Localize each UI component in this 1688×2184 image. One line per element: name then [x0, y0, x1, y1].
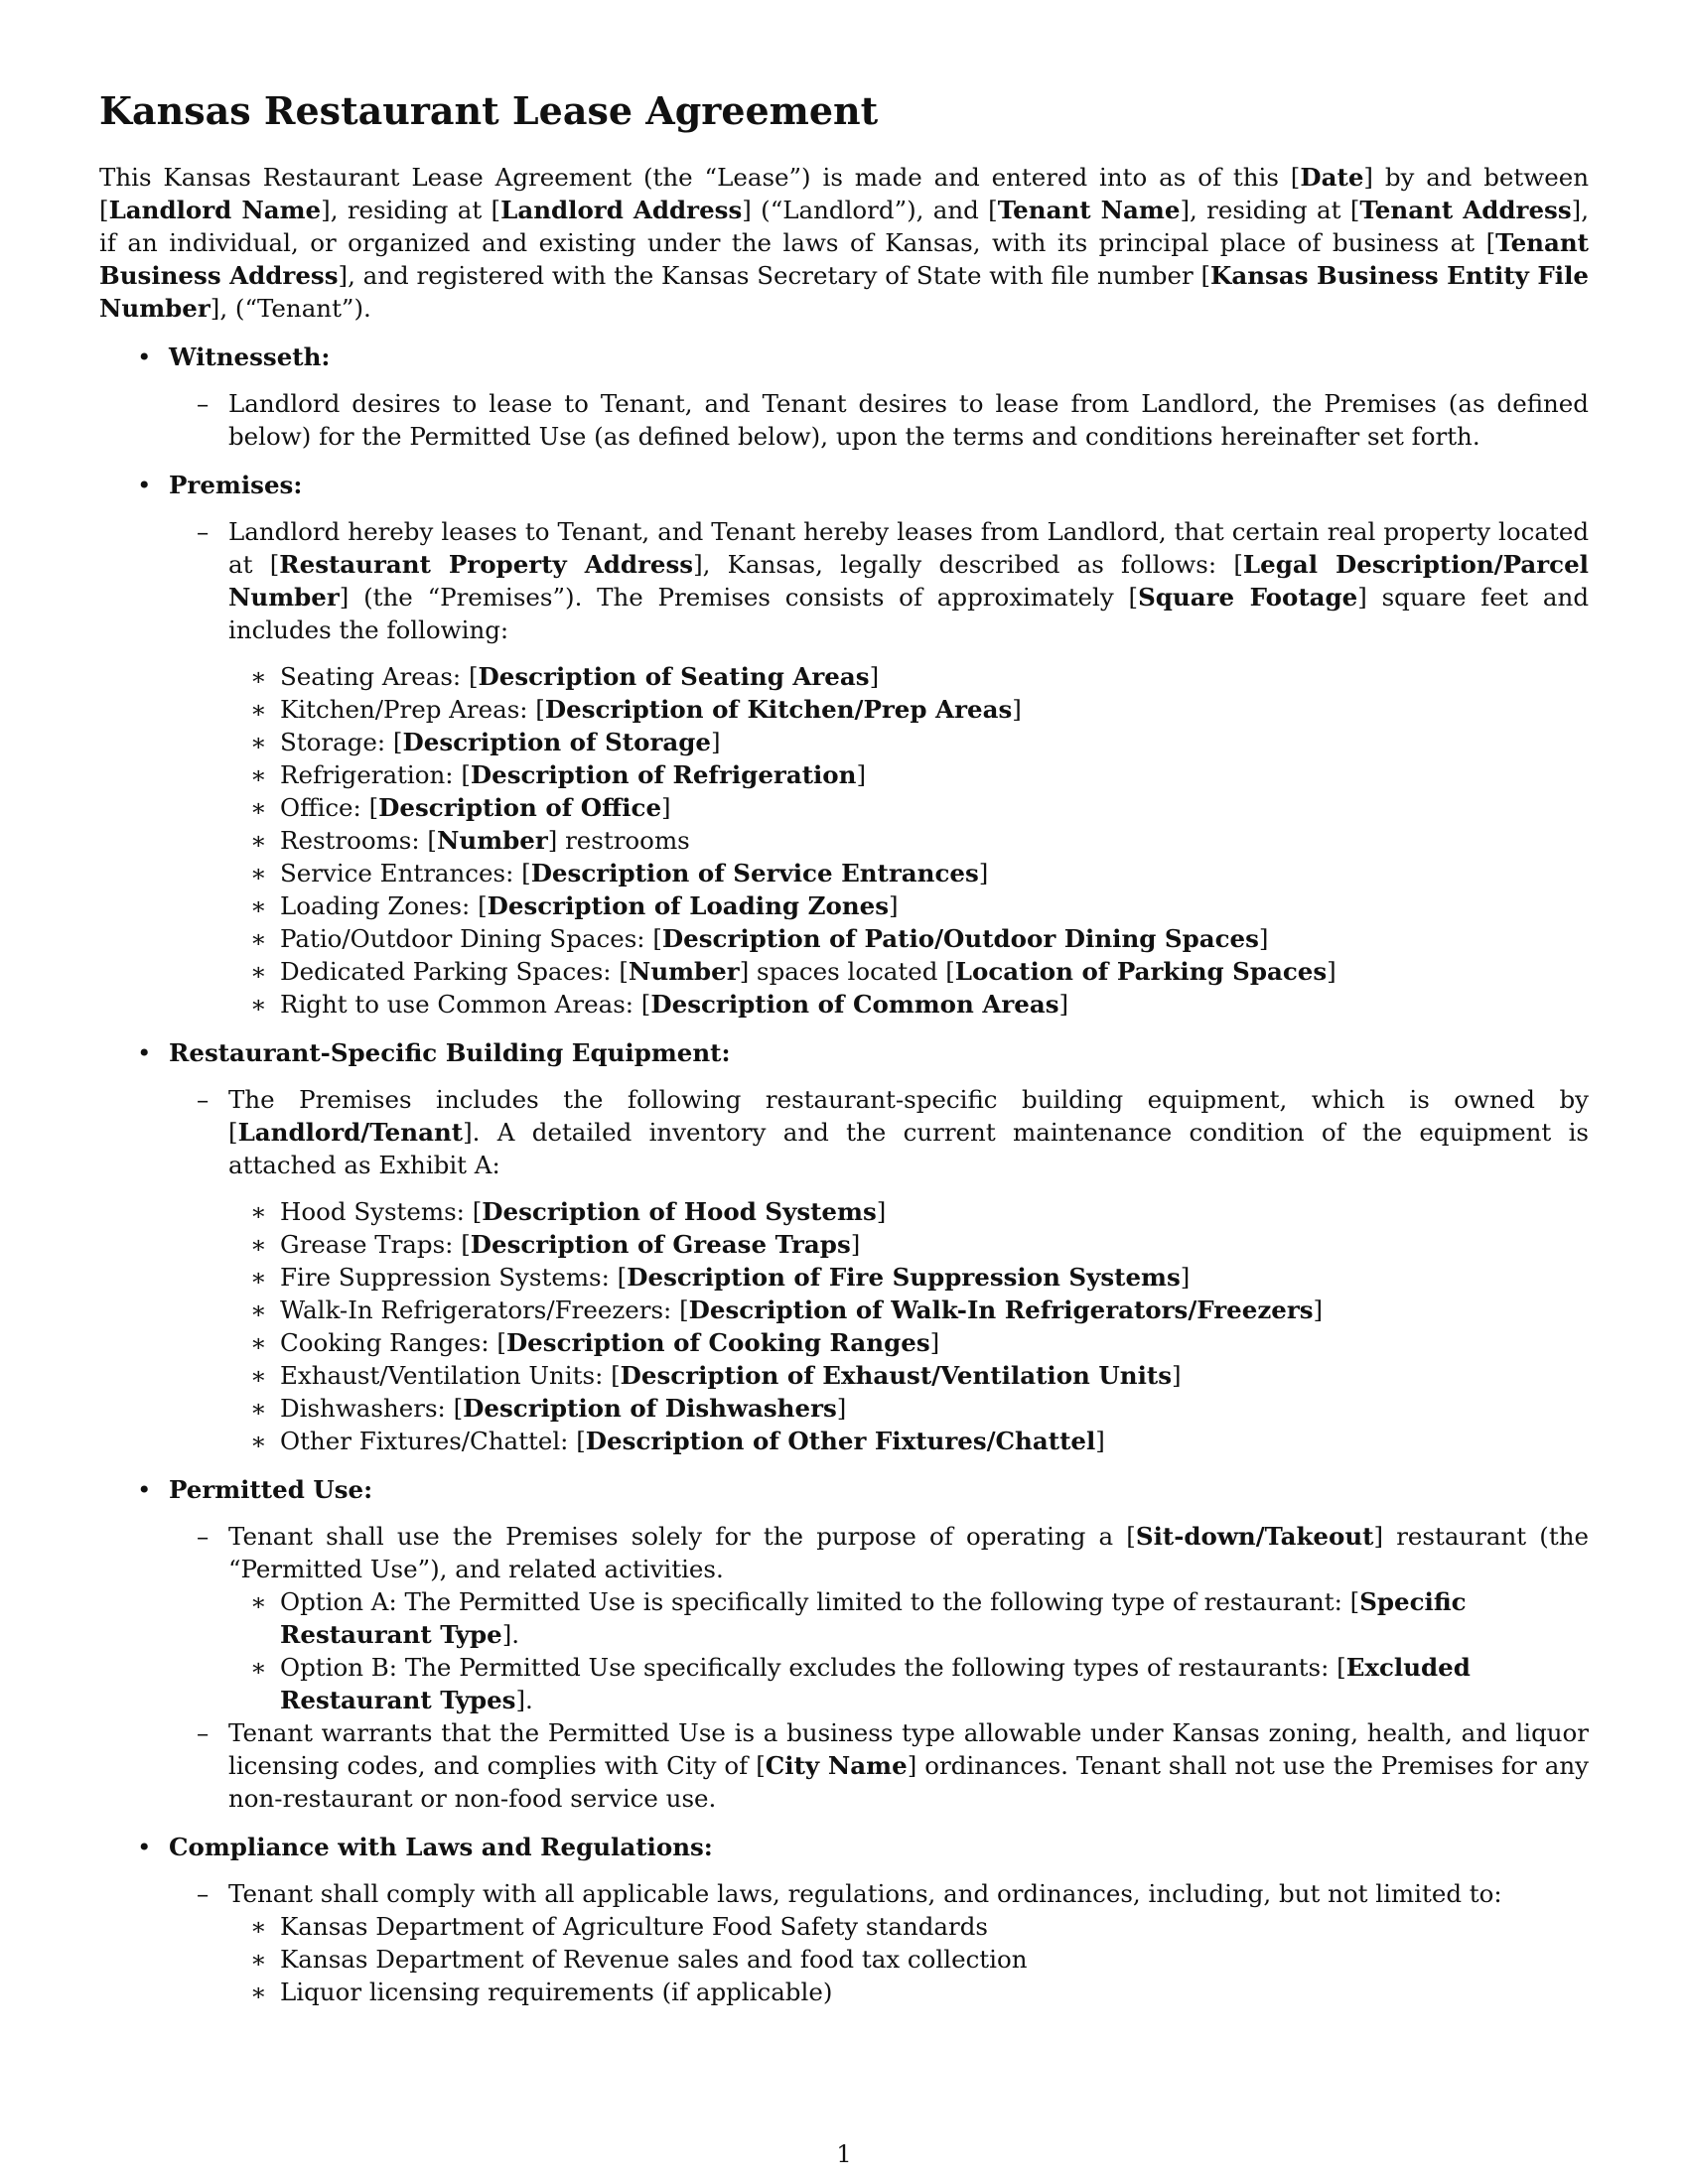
text-run: Fire Suppression Systems: [ — [280, 1263, 628, 1292]
sub-list-item — [228, 660, 1589, 693]
sub-list-item — [228, 1294, 1589, 1326]
asterisk-icon: ∗ — [250, 760, 267, 789]
section-title: Compliance with Laws and Regulations: — [169, 1833, 713, 1861]
sub-item-text — [280, 922, 1589, 955]
text-run: ], if an individual, or organized and existing under the laws of Kansas, with its principal place of business at [ — [99, 196, 1590, 257]
text-run: Liquor licensing requirements (if applicable) — [280, 1978, 833, 2006]
text-run: Tenant shall comply with all applicable laws, regulations, and ordinances, including, but not limited to: — [228, 1879, 1502, 1908]
asterisk-icon: ∗ — [250, 1197, 267, 1226]
placeholder-field: Description of Cooking Ranges — [505, 1328, 930, 1357]
sub-item-text — [280, 1359, 1589, 1392]
placeholder-field: Sit-down/Takeout — [1135, 1522, 1374, 1551]
dash-icon: – — [197, 517, 210, 546]
text-run: ] — [1172, 1361, 1182, 1390]
text-run: Seating Areas: [ — [280, 662, 479, 691]
sub-item-text — [280, 726, 1589, 758]
sub-item-text — [280, 988, 1589, 1021]
text-run: ] — [978, 859, 989, 887]
text-run: ] (“Landlord”), and [ — [742, 196, 998, 224]
sub-item-text — [280, 1326, 1589, 1359]
placeholder-field: Description of Other Fixtures/Chattel — [585, 1427, 1096, 1455]
sub-list-item — [228, 693, 1589, 726]
sub-list-item — [228, 1943, 1589, 1976]
list-item — [169, 387, 1589, 453]
text-run: Loading Zones: [ — [280, 891, 488, 920]
asterisk-icon: ∗ — [250, 1394, 267, 1423]
sub-item-text — [280, 1425, 1589, 1457]
sub-list-item — [228, 1425, 1589, 1457]
text-run: The Premises includes the following restaurant-specific building equipment, which is owned by [ — [228, 1085, 1589, 1147]
text-run: ] — [836, 1394, 847, 1423]
sub-list-item — [228, 955, 1589, 988]
text-run: Tenant shall use the Premises solely for the purpose of operating a [ — [228, 1522, 1136, 1551]
placeholder-field: Description of Patio/Outdoor Dining Spaces — [661, 924, 1259, 953]
section-title: Witnesseth: — [169, 342, 331, 371]
section — [99, 1473, 1589, 1815]
text-run: ] restrooms — [547, 826, 690, 855]
list-item — [169, 1877, 1589, 2008]
sub-list-item — [228, 922, 1589, 955]
text-run: ] (the “Premises”). The Premises consists of approximately [ — [339, 583, 1139, 612]
sub-item-text — [280, 1651, 1589, 1716]
text-run: Exhaust/Ventilation Units: [ — [280, 1361, 621, 1390]
text-run: ] — [869, 662, 880, 691]
sub-list — [228, 1585, 1589, 1716]
sub-item-text — [280, 1228, 1589, 1261]
text-run: ] — [1313, 1296, 1324, 1324]
text-run: Kansas Department of Revenue sales and food tax collection — [280, 1945, 1028, 1974]
text-run: Kitchen/Prep Areas: [ — [280, 695, 545, 724]
text-run: This Kansas Restaurant Lease Agreement (the “Lease”) is made and entered into as of this [ — [99, 163, 1301, 192]
sub-list-item — [228, 857, 1589, 889]
section-title: Restaurant-Specific Building Equipment: — [169, 1038, 731, 1067]
placeholder-field: Number — [628, 957, 740, 986]
placeholder-field: Description of Service Entrances — [530, 859, 979, 887]
sub-list-item — [228, 824, 1589, 857]
text-run: Right to use Common Areas: [ — [280, 990, 651, 1019]
bullet-icon: • — [137, 471, 152, 499]
text-run: ] — [1058, 990, 1069, 1019]
text-run: Office: [ — [280, 793, 379, 822]
placeholder-field: Description of Dishwashers — [463, 1394, 837, 1423]
sub-list — [228, 660, 1589, 1021]
text-run: ] restaurant (the “Permitted Use”), and related activities. — [228, 1522, 1589, 1583]
placeholder-field: Description of Walk-In Refrigerators/Freezers — [688, 1296, 1314, 1324]
sub-list-item — [228, 1261, 1589, 1294]
sub-item-text — [280, 1910, 1589, 1943]
placeholder-field: Tenant Address — [1359, 196, 1572, 224]
text-run: ] spaces located [ — [739, 957, 955, 986]
text-run: Hood Systems: [ — [280, 1197, 483, 1226]
asterisk-icon: ∗ — [250, 826, 267, 855]
asterisk-icon: ∗ — [250, 859, 267, 887]
section — [99, 1831, 1589, 2008]
placeholder-field: Restaurant Property Address — [279, 550, 694, 579]
section-list — [99, 341, 1589, 2008]
placeholder-field: Description of Seating Areas — [478, 662, 870, 691]
text-run: ] — [1258, 924, 1269, 953]
text-run: ], residing at [ — [1180, 196, 1360, 224]
placeholder-field: Excluded Restaurant Types — [280, 1653, 1471, 1714]
intro-paragraph — [99, 161, 1589, 325]
placeholder-field: Description of Kitchen/Prep Areas — [544, 695, 1013, 724]
sub-list-item — [228, 1326, 1589, 1359]
sub-list-item — [228, 726, 1589, 758]
asterisk-icon: ∗ — [250, 1296, 267, 1324]
asterisk-icon: ∗ — [250, 1912, 267, 1941]
document-title: Kansas Restaurant Lease Agreement — [99, 88, 879, 133]
text-run: ] by and between [ — [99, 163, 1589, 224]
item-text — [228, 1877, 1589, 1910]
asterisk-icon: ∗ — [250, 1427, 267, 1455]
sub-list-item — [228, 758, 1589, 791]
text-run: ], residing at [ — [321, 196, 501, 224]
text-run: ] — [876, 1197, 887, 1226]
item-text — [228, 1083, 1589, 1181]
placeholder-field: Kansas Business Entity File Number — [99, 261, 1589, 323]
text-run: ], (“Tenant”). — [210, 294, 371, 323]
dash-icon: – — [197, 1718, 210, 1747]
item-text — [228, 1520, 1589, 1585]
sub-list-item — [228, 1976, 1589, 2008]
text-run: ] — [889, 891, 899, 920]
section-items — [169, 1083, 1589, 1457]
dash-icon: – — [197, 1879, 210, 1908]
dash-icon: – — [197, 1085, 210, 1114]
bullet-icon: • — [137, 1038, 152, 1067]
text-run: ] — [661, 793, 671, 822]
text-run: ]. — [501, 1620, 520, 1649]
placeholder-field: Specific Restaurant Type — [280, 1587, 1467, 1649]
text-run: Dishwashers: [ — [280, 1394, 464, 1423]
placeholder-field: Landlord/Tenant — [237, 1118, 464, 1147]
sub-item-text — [280, 824, 1589, 857]
section — [99, 1036, 1589, 1457]
text-run: Refrigeration: [ — [280, 760, 471, 789]
text-run: ] — [856, 760, 867, 789]
sub-list-item — [228, 1392, 1589, 1425]
text-run: ] ordinances. Tenant shall not use the Premises for any non-restaurant or non-food service use. — [228, 1751, 1590, 1813]
text-run: Option B: The Permitted Use specifically excludes the following types of restaurants: [ — [280, 1653, 1346, 1682]
asterisk-icon: ∗ — [250, 662, 267, 691]
sub-item-text — [280, 1943, 1589, 1976]
asterisk-icon: ∗ — [250, 1263, 267, 1292]
asterisk-icon: ∗ — [250, 957, 267, 986]
asterisk-icon: ∗ — [250, 728, 267, 756]
sub-list-item — [228, 1228, 1589, 1261]
text-run: ] — [710, 728, 721, 756]
text-run: Landlord hereby leases to Tenant, and Tenant hereby leases from Landlord, that certain real property located at [ — [228, 517, 1589, 579]
sub-item-text — [280, 889, 1589, 922]
text-run: ], and registered with the Kansas Secretary of State with file number [ — [338, 261, 1211, 290]
sub-item-text — [280, 1976, 1589, 2008]
sub-list-item — [228, 1359, 1589, 1392]
placeholder-field: Description of Exhaust/Ventilation Units — [620, 1361, 1172, 1390]
asterisk-icon: ∗ — [250, 891, 267, 920]
dash-icon: – — [197, 1522, 210, 1551]
bullet-icon: • — [137, 1833, 152, 1861]
text-run: Other Fixtures/Chattel: [ — [280, 1427, 586, 1455]
sub-item-text — [280, 1392, 1589, 1425]
sub-list-item — [228, 791, 1589, 824]
text-run: Dedicated Parking Spaces: [ — [280, 957, 629, 986]
item-text — [228, 387, 1589, 453]
placeholder-field: Square Footage — [1138, 583, 1358, 612]
item-text — [228, 515, 1589, 646]
section — [99, 469, 1589, 1021]
text-run: Kansas Department of Agriculture Food Safety standards — [280, 1912, 988, 1941]
text-run: ], Kansas, legally described as follows: [ — [693, 550, 1243, 579]
placeholder-field: Location of Parking Spaces — [954, 957, 1328, 986]
placeholder-field: Tenant Business Address — [99, 228, 1589, 290]
placeholder-field: Landlord Address — [500, 196, 743, 224]
page-number: 1 — [836, 2140, 852, 2168]
dash-icon: – — [197, 389, 210, 418]
text-run: ]. — [515, 1686, 533, 1714]
asterisk-icon: ∗ — [250, 1653, 267, 1682]
sub-item-text — [280, 758, 1589, 791]
placeholder-field: City Name — [765, 1751, 908, 1780]
placeholder-field: Legal Description/Parcel Number — [228, 550, 1589, 612]
sub-item-text — [280, 1585, 1589, 1651]
text-run: ] — [1327, 957, 1336, 986]
sub-list-item — [228, 988, 1589, 1021]
section-title: Premises: — [169, 471, 303, 499]
placeholder-field: Description of Common Areas — [650, 990, 1059, 1019]
text-run: ] — [1180, 1263, 1191, 1292]
section-items — [169, 1877, 1589, 2008]
text-run: Walk-In Refrigerators/Freezers: [ — [280, 1296, 689, 1324]
section — [99, 341, 1589, 453]
sub-item-text — [280, 693, 1589, 726]
placeholder-field: Tenant Name — [997, 196, 1181, 224]
placeholder-field: Description of Loading Zones — [487, 891, 890, 920]
placeholder-field: Number — [436, 826, 548, 855]
section-items — [169, 387, 1589, 453]
asterisk-icon: ∗ — [250, 990, 267, 1019]
sub-list-item — [228, 1585, 1589, 1651]
text-run: Restrooms: [ — [280, 826, 437, 855]
list-item — [169, 1520, 1589, 1716]
section-title: Permitted Use: — [169, 1475, 373, 1504]
document-page — [99, 87, 1589, 2008]
bullet-icon: • — [137, 342, 152, 371]
sub-item-text — [280, 955, 1589, 988]
sub-item-text — [280, 1261, 1589, 1294]
text-run: Option A: The Permitted Use is specifically limited to the following type of restaurant: [ — [280, 1587, 1360, 1616]
text-run: ]. A detailed inventory and the current maintenance condition of the equipment is attached as Exhibit A: — [228, 1118, 1589, 1179]
sub-item-text — [280, 1294, 1589, 1326]
asterisk-icon: ∗ — [250, 1587, 267, 1616]
sub-item-text — [280, 1195, 1589, 1228]
asterisk-icon: ∗ — [250, 1230, 267, 1259]
bullet-icon: • — [137, 1475, 152, 1504]
sub-list-item — [228, 1195, 1589, 1228]
asterisk-icon: ∗ — [250, 1945, 267, 1974]
section-items — [169, 1520, 1589, 1815]
sub-list — [228, 1195, 1589, 1457]
text-run: ] square feet and includes the following: — [228, 583, 1590, 644]
text-run: Patio/Outdoor Dining Spaces: [ — [280, 924, 662, 953]
placeholder-field: Description of Grease Traps — [470, 1230, 851, 1259]
sub-list-item — [228, 1910, 1589, 1943]
list-item — [169, 515, 1589, 1021]
placeholder-field: Description of Fire Suppression Systems — [627, 1263, 1181, 1292]
list-item — [169, 1716, 1589, 1815]
text-run: Storage: [ — [280, 728, 403, 756]
list-item — [169, 1083, 1589, 1457]
sub-item-text — [280, 791, 1589, 824]
text-run: Tenant warrants that the Permitted Use is a business type allowable under Kansas zoning, health, and liquor licensing codes, and complies with City of [ — [228, 1718, 1589, 1780]
asterisk-icon: ∗ — [250, 1978, 267, 2006]
sub-item-text — [280, 660, 1589, 693]
placeholder-field: Description of Hood Systems — [482, 1197, 877, 1226]
sub-list-item — [228, 1651, 1589, 1716]
text-run: Landlord desires to lease to Tenant, and Tenant desires to lease from Landlord, the Premises (as defined below) for the Permitted Use (as defined below), upon the terms and conditions hereinafter set forth. — [228, 389, 1589, 451]
asterisk-icon: ∗ — [250, 793, 267, 822]
text-run: ] — [850, 1230, 861, 1259]
placeholder-field: Landlord Name — [108, 196, 322, 224]
placeholder-field: Description of Office — [378, 793, 662, 822]
text-run: Grease Traps: [ — [280, 1230, 471, 1259]
text-run: Service Entrances: [ — [280, 859, 531, 887]
text-run: ] — [1012, 695, 1022, 724]
text-run: Cooking Ranges: [ — [280, 1328, 506, 1357]
item-text — [228, 1716, 1589, 1815]
placeholder-field: Date — [1300, 163, 1364, 192]
asterisk-icon: ∗ — [250, 1328, 267, 1357]
text-run: ] — [1095, 1427, 1105, 1455]
sub-item-text — [280, 857, 1589, 889]
sub-list-item — [228, 889, 1589, 922]
asterisk-icon: ∗ — [250, 1361, 267, 1390]
placeholder-field: Description of Refrigeration — [470, 760, 857, 789]
asterisk-icon: ∗ — [250, 924, 267, 953]
asterisk-icon: ∗ — [250, 695, 267, 724]
sub-list — [228, 1910, 1589, 2008]
text-run: ] — [929, 1328, 940, 1357]
placeholder-field: Description of Storage — [402, 728, 711, 756]
section-items — [169, 515, 1589, 1021]
